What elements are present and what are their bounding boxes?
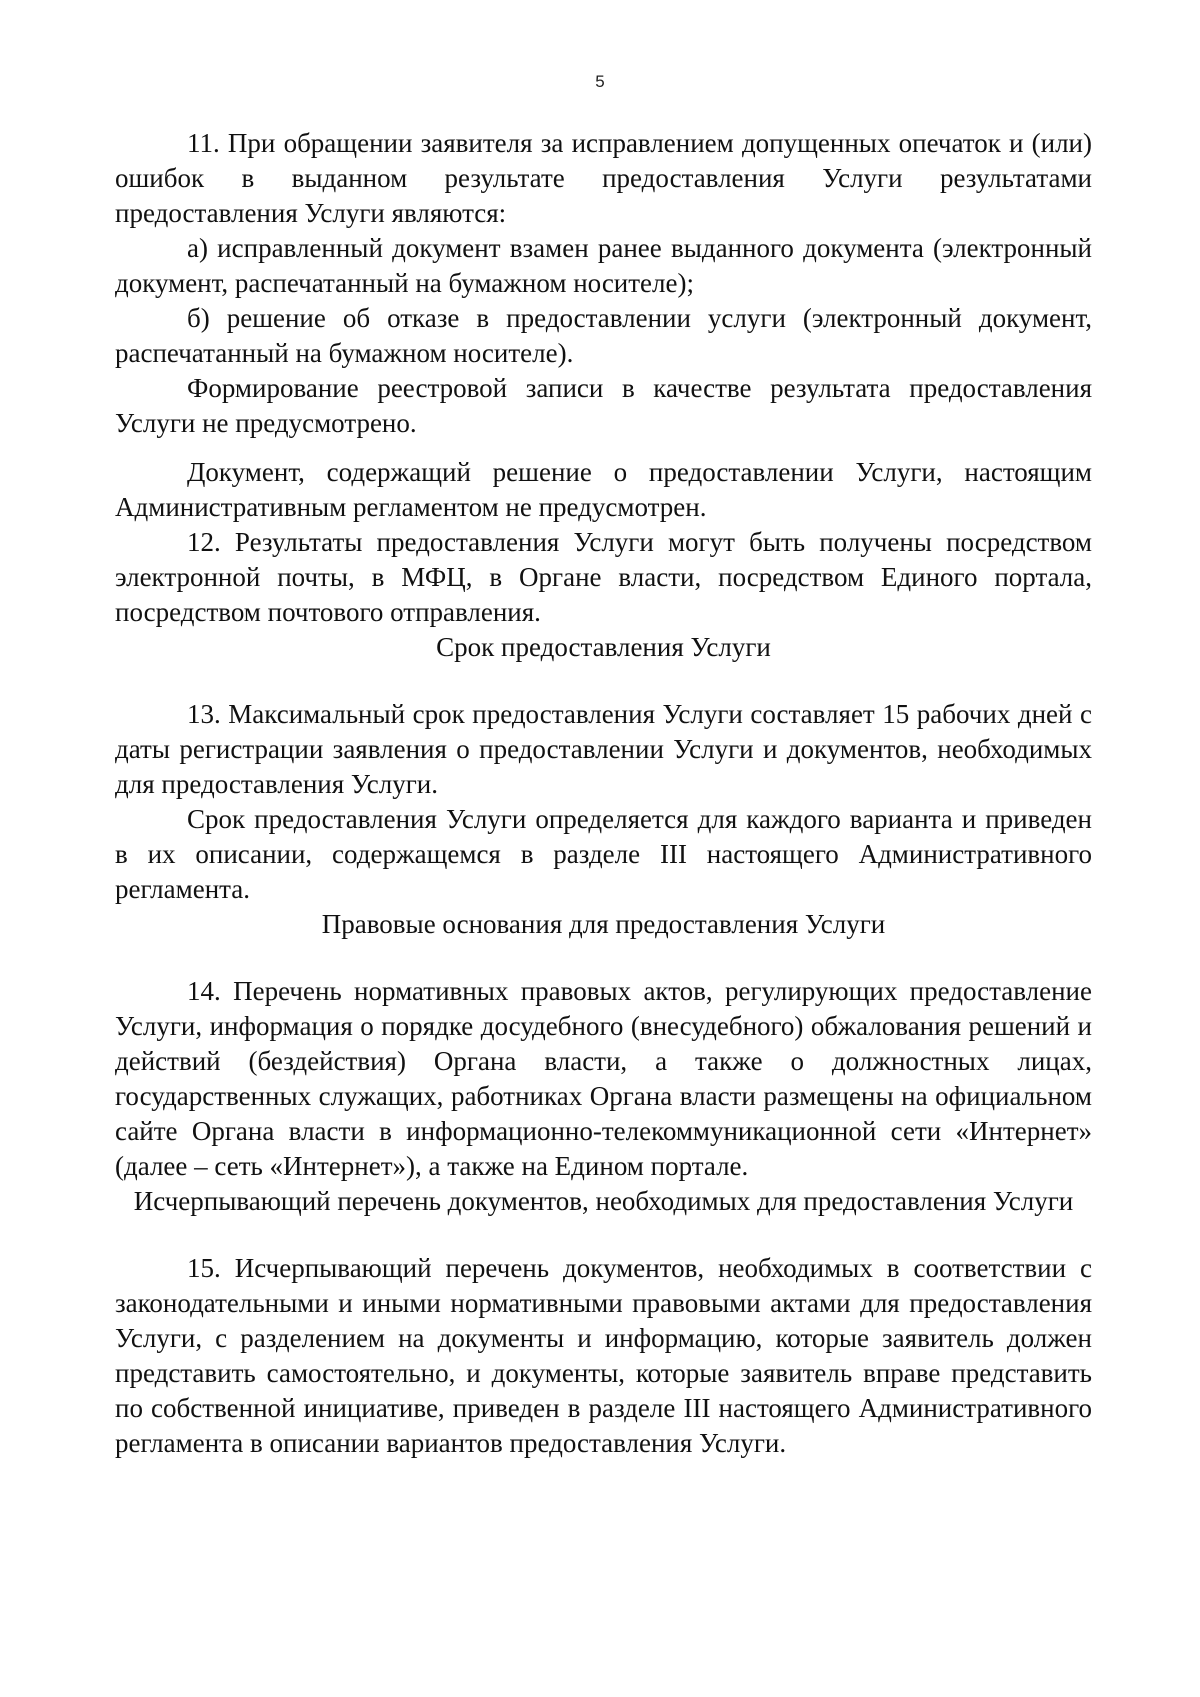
section-heading-documents-list: Исчерпывающий перечень документов, необходимых для предоставления Услуги (133, 1186, 1074, 1216)
section-heading-legal-basis: Правовые основания для предоставления Услуги (321, 909, 886, 939)
paragraph-decision-document: Документ, содержащий решение о предоставлении Услуги, настоящим Административным регламентом не предусмотрен. (115, 457, 1092, 522)
document-body (115, 126, 1092, 1461)
paragraph-11-a: а) исправленный документ взамен ранее выданного документа (электронный документ, распечатанный на бумажном носителе); (115, 233, 1092, 298)
page-number: 5 (595, 72, 605, 91)
paragraph-11: 11. При обращении заявителя за исправлением допущенных опечаток и (или) ошибок в выданном результате предоставления Услуги результатами предоставления Услуги являются: (115, 128, 1092, 228)
paragraph-13-variant-term: Срок предоставления Услуги определяется для каждого варианта и приведен в их описании, содержащемся в разделе III настоящего Административного регламента. (115, 804, 1092, 904)
paragraph-registry-note: Формирование реестровой записи в качестве результата предоставления Услуги не предусмотрено. (115, 373, 1092, 438)
paragraph-12: 12. Результаты предоставления Услуги могут быть получены посредством электронной почты, в МФЦ, в Органе власти, посредством Единого портала, посредством почтового отправления. (115, 527, 1092, 627)
paragraph-11-b: б) решение об отказе в предоставлении услуги (электронный документ, распечатанный на бумажном носителе). (115, 303, 1092, 368)
section-heading-term: Срок предоставления Услуги (436, 632, 771, 662)
paragraph-14: 14. Перечень нормативных правовых актов, регулирующих предоставление Услуги, информация о порядке досудебного (внесудебного) обжалования решений и действий (бездействия) Органа власти, а также о должностных лицах, государственных служащих, работниках Органа власти размещены на официальном сайте Органа власти в информационно-телекоммуникационной сети «Интернет» (далее – сеть «Интернет»), а также на Едином портале. (115, 976, 1092, 1181)
paragraph-13: 13. Максимальный срок предоставления Услуги составляет 15 рабочих дней с даты регистрации заявления о предоставлении Услуги и документов, необходимых для предоставления Услуги. (115, 699, 1092, 799)
paragraph-15: 15. Исчерпывающий перечень документов, необходимых в соответствии с законодательными и иными нормативными правовыми актами для предоставления Услуги, с разделением на документы и информацию, которые заявитель должен представить самостоятельно, и документы, которые заявитель вправе представить по собственной инициативе, приведен в разделе III настоящего Административного регламента в описании вариантов предоставления Услуги. (115, 1253, 1092, 1458)
